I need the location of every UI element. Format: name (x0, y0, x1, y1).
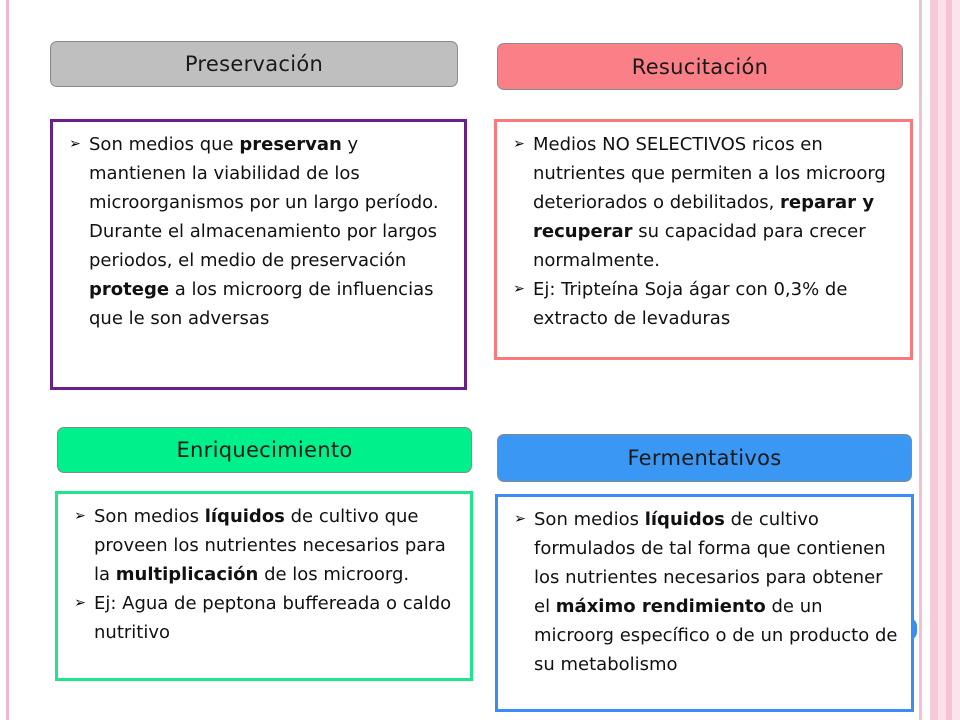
enriquecimiento-bullet (66, 502, 460, 589)
right-arrowhead-icon: ➢ (513, 281, 525, 297)
left-edge-decoration (6, 0, 9, 720)
text-run: Ej: Agua de peptona buffereada o caldo nutritivo (94, 593, 452, 643)
right-arrowhead-icon: ➢ (74, 508, 86, 524)
bold-term: líquidos (644, 509, 725, 530)
text-run: Son medios (94, 506, 205, 527)
fermentativos-bullet-text (534, 505, 901, 679)
enriquecimiento-text-box (55, 491, 473, 681)
right-arrowhead-icon: ➢ (514, 511, 526, 527)
text-run: Medios NO SELECTIVOS ricos en nutrientes que permiten a los microorg deteriorados o debilitados, (533, 134, 886, 213)
bold-term: multiplicación (115, 564, 259, 585)
enriquecimiento-bullet-text (94, 589, 460, 647)
resucitacion-bullet (505, 130, 900, 275)
resucitacion-header (497, 43, 903, 90)
preservacion-bullet (61, 130, 454, 333)
text-run: de los microorg. (258, 564, 410, 585)
resucitacion-bullet (505, 275, 900, 333)
preservacion-title: Preservación (184, 52, 324, 76)
fermentativos-bullet (506, 505, 901, 679)
preservacion-header (50, 41, 458, 87)
text-run: de un microorg específico o de un producto de su metabolismo (534, 596, 898, 675)
text-run: y mantienen la viabilidad de los microorganismos por un largo período. Durante el almacenamiento por largos periodos, el medio de preservación (89, 134, 439, 271)
enriquecimiento-bullet (66, 589, 460, 647)
bold-term: reparar y recuperar (533, 192, 875, 242)
right-arrowhead-icon: ➢ (74, 595, 86, 611)
resucitacion-title: Resucitación (631, 54, 769, 79)
right-edge-decoration (916, 0, 960, 720)
text-run: a los microorg de influencias que le son adversas (89, 279, 434, 329)
text-run: Son medios que (89, 134, 240, 155)
text-run: de cultivo formulados de tal forma que contienen los nutrientes necesarios para obtener el (534, 509, 886, 617)
resucitacion-bullet-text (533, 130, 900, 275)
text-run: de cultivo que proveen los nutrientes necesarios para la (94, 506, 446, 585)
text-run: Son medios (534, 509, 645, 530)
enriquecimiento-header (57, 427, 472, 473)
text-run: su capacidad para crecer normalmente. (533, 221, 866, 271)
fermentativos-header (497, 434, 912, 482)
preservacion-bullet-text (89, 130, 454, 333)
preservacion-text-box (50, 119, 467, 390)
fermentativos-text-box (495, 494, 914, 712)
right-arrowhead-icon: ➢ (513, 136, 525, 152)
fermentativos-title: Fermentativos (627, 446, 782, 470)
enriquecimiento-title: Enriquecimiento (176, 438, 353, 462)
bold-term: máximo rendimiento (555, 596, 766, 617)
enriquecimiento-bullet-text (94, 502, 460, 589)
resucitacion-text-box (494, 119, 913, 360)
text-run: Ej: Tripteína Soja ágar con 0,3% de extracto de levaduras (533, 279, 848, 329)
right-arrowhead-icon: ➢ (69, 136, 81, 152)
bold-term: preservan (239, 134, 342, 155)
bold-term: líquidos (204, 506, 285, 527)
resucitacion-bullet-text (533, 275, 900, 333)
bold-term: protege (89, 279, 170, 300)
